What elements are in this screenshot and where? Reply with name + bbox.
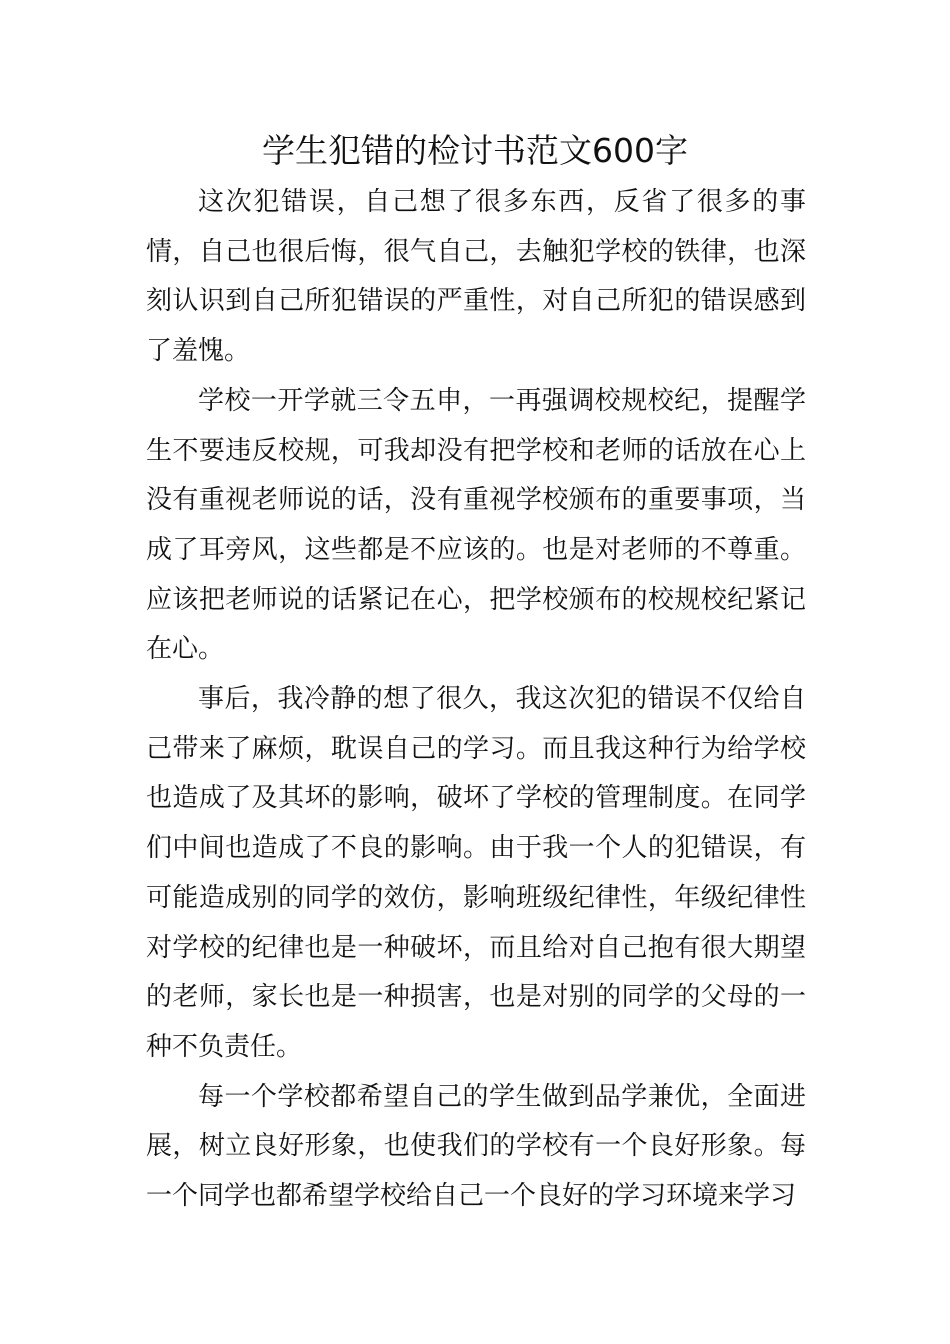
paragraph-2: 学校一开学就三令五申，一再强调校规校纪，提醒学生不要违反校规，可我却没有把学校和老师的话放在心上没有重视老师说的话，没有重视学校颁布的重要事项，当成了耳旁风，这些都是不应该的。也是对老师的不尊重。应该把老师说的话紧记在心，把学校颁布的校规校纪紧记在心。 xyxy=(146,385,806,665)
paragraph-3: 事后，我冷静的想了很久，我这次犯的错误不仅给自己带来了麻烦，耽误自己的学习。而且我这种行为给学校也造成了及其坏的影响，破坏了学校的管理制度。在同学们中间也造成了不良的影响。由于我一个人的犯错误，有可能造成别的同学的效仿，影响班级纪律性，年级纪律性对学校的纪律也是一种破坏，而且给对自己抱有很大期望的老师，家长也是一种损害，也是对别的同学的父母的一种不负责任。 xyxy=(146,684,806,1062)
paragraph-1: 这次犯错误，自己想了很多东西，反省了很多的事情，自己也很后悔，很气自己，去触犯学校的铁律，也深刻认识到自己所犯错误的严重性，对自己所犯的错误感到了羞愧。 xyxy=(146,187,806,367)
paragraph-4: 每一个学校都希望自己的学生做到品学兼优，全面进展，树立良好形象，也使我们的学校有一个良好形象。每一个同学也都希望学校给自己一个良好的学习环境来学习 xyxy=(146,1081,806,1212)
document-title: 学生犯错的检讨书范文600字 xyxy=(262,131,688,170)
document-body xyxy=(146,178,806,1222)
